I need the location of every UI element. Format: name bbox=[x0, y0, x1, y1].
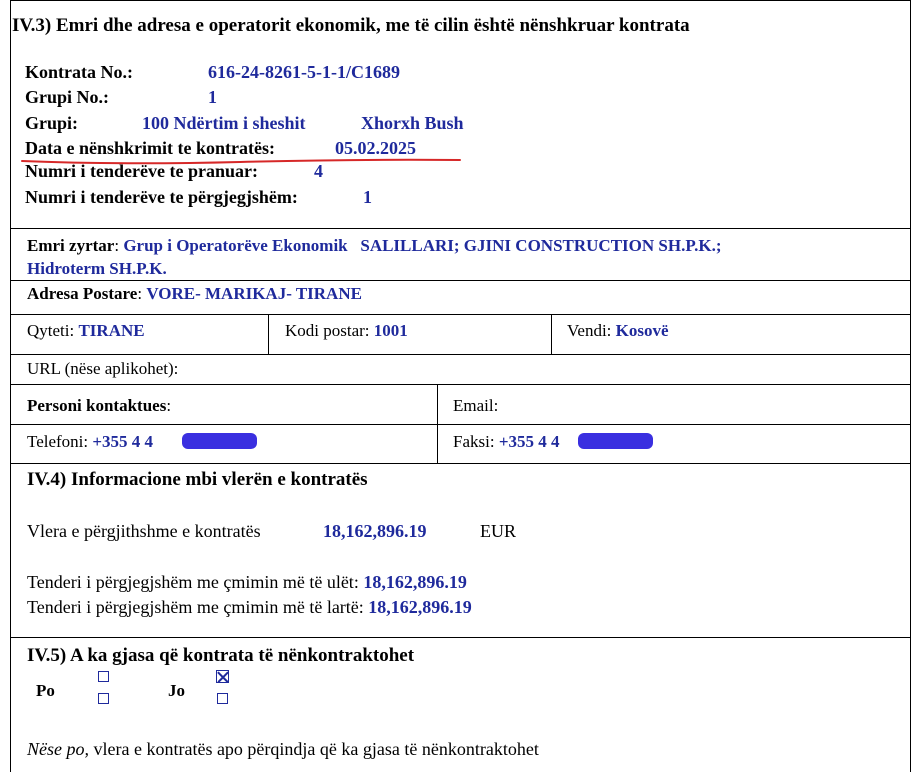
fax-cell bbox=[453, 432, 560, 452]
lowest-price-value: 18,162,896.19 bbox=[363, 572, 467, 592]
rule-url-bottom bbox=[10, 384, 911, 385]
fax-value: +355 4 4 bbox=[498, 432, 560, 451]
contact-cell: Personi kontaktues: bbox=[27, 396, 172, 415]
email-label: Email: bbox=[453, 396, 499, 415]
yes-checkbox-bottom[interactable] bbox=[98, 693, 109, 704]
phone-redaction bbox=[182, 433, 257, 449]
fax-label: Faksi: bbox=[453, 432, 495, 451]
no-checkbox-checked[interactable] bbox=[216, 670, 229, 683]
contact-label: Personi kontaktues bbox=[27, 396, 167, 415]
rule-phone-bottom bbox=[10, 463, 911, 464]
sign-date-label: Data e nënshkrimit te kontratës: bbox=[25, 138, 275, 158]
rule-contact-bottom bbox=[10, 424, 911, 425]
rule-address-bottom bbox=[10, 314, 911, 315]
section-iv3-title: IV.3) Emri dhe adresa e operatorit ekonomik, me të cilin është nënshkruar kontrata bbox=[12, 15, 690, 36]
rule-city-bottom bbox=[10, 354, 911, 355]
lowest-price-label: Tenderi i përgjegjshëm me çmimin më të ulët: bbox=[27, 572, 359, 592]
group-name: 100 Ndërtim i sheshit bbox=[142, 113, 306, 133]
rule-iv4-bottom bbox=[10, 637, 911, 638]
postal-code-cell bbox=[285, 321, 408, 341]
lowest-price-row bbox=[27, 572, 467, 593]
postal-code-label: Kodi postar: bbox=[285, 321, 370, 340]
if-yes-text: vlera e kontratës apo përqindja që ka gjasa të nënkontraktohet bbox=[93, 739, 539, 759]
group-location: Xhorxh Bush bbox=[361, 113, 464, 133]
city-cell bbox=[27, 321, 145, 341]
section-iv5-title: IV.5) A ka gjasa që kontrata të nënkontraktohet bbox=[27, 645, 415, 666]
official-name-value-line2: Hidroterm SH.P.K. bbox=[27, 259, 167, 278]
if-yes-italic: Nëse po, bbox=[27, 739, 89, 759]
phone-cell bbox=[27, 432, 153, 452]
postal-address-label: Adresa Postare bbox=[27, 284, 138, 303]
country-value: Kosovë bbox=[615, 321, 669, 340]
highest-price-label: Tenderi i përgjegjshëm me çmimin më të lartë: bbox=[27, 597, 364, 617]
tenders-received-label: Numri i tenderëve te pranuar: bbox=[25, 161, 258, 181]
group-no-value: 1 bbox=[208, 87, 217, 107]
no-checkbox-bottom[interactable] bbox=[217, 693, 228, 704]
postal-address-value: VORE- MARIKAJ- TIRANE bbox=[146, 284, 362, 303]
fax-redaction bbox=[578, 433, 653, 449]
city-value: TIRANE bbox=[78, 321, 145, 340]
highest-price-value: 18,162,896.19 bbox=[368, 597, 472, 617]
tenders-responsive-label: Numri i tenderëve te përgjegjshëm: bbox=[25, 187, 298, 207]
currency: EUR bbox=[480, 521, 516, 541]
rule-name-bottom bbox=[10, 280, 911, 281]
phone-label: Telefoni: bbox=[27, 432, 89, 451]
divider-postal-country bbox=[551, 315, 552, 354]
total-value-label: Vlera e përgjithshme e kontratës bbox=[27, 521, 261, 541]
tenders-received-value: 4 bbox=[314, 161, 323, 181]
phone-value: +355 4 4 bbox=[92, 432, 154, 451]
yes-checkbox-top[interactable] bbox=[98, 671, 109, 682]
city-label: Qyteti: bbox=[27, 321, 75, 340]
divider-city-postal bbox=[268, 315, 269, 354]
official-name-label: Emri zyrtar bbox=[27, 236, 115, 255]
rule-operator-top bbox=[10, 228, 911, 229]
section-iv4-title: IV.4) Informacione mbi vlerën e kontratës bbox=[27, 469, 368, 490]
yes-label: Po bbox=[36, 681, 55, 700]
official-name-row: Emri zyrtar: Grup i Operatorëve Ekonomik SALILLARI; GJINI CONSTRUCTION SH.P.K.; bbox=[27, 236, 722, 255]
red-underline-annotation bbox=[0, 0, 920, 200]
divider-contact-email bbox=[437, 385, 438, 463]
sign-date-value: 05.02.2025 bbox=[335, 138, 416, 158]
no-label: Jo bbox=[168, 681, 185, 700]
country-label: Vendi: bbox=[567, 321, 612, 340]
tenders-responsive-value: 1 bbox=[363, 187, 372, 207]
contract-no-label: Kontrata No.: bbox=[25, 62, 133, 82]
postal-address-row: Adresa Postare: VORE- MARIKAJ- TIRANE bbox=[27, 284, 362, 303]
country-cell bbox=[567, 321, 669, 341]
group-label: Grupi: bbox=[25, 113, 79, 133]
total-value: 18,162,896.19 bbox=[323, 521, 427, 541]
official-name-value: Grup i Operatorëve Ekonomik SALILLARI; GJINI CONSTRUCTION SH.P.K.; bbox=[123, 236, 722, 255]
contract-no-value: 616-24-8261-5-1-1/C1689 bbox=[208, 62, 400, 82]
group-no-label: Grupi No.: bbox=[25, 87, 110, 107]
postal-code-value: 1001 bbox=[373, 321, 408, 340]
if-yes-row bbox=[27, 739, 539, 760]
highest-price-row bbox=[27, 597, 472, 618]
url-label: URL (nëse aplikohet): bbox=[27, 359, 179, 378]
